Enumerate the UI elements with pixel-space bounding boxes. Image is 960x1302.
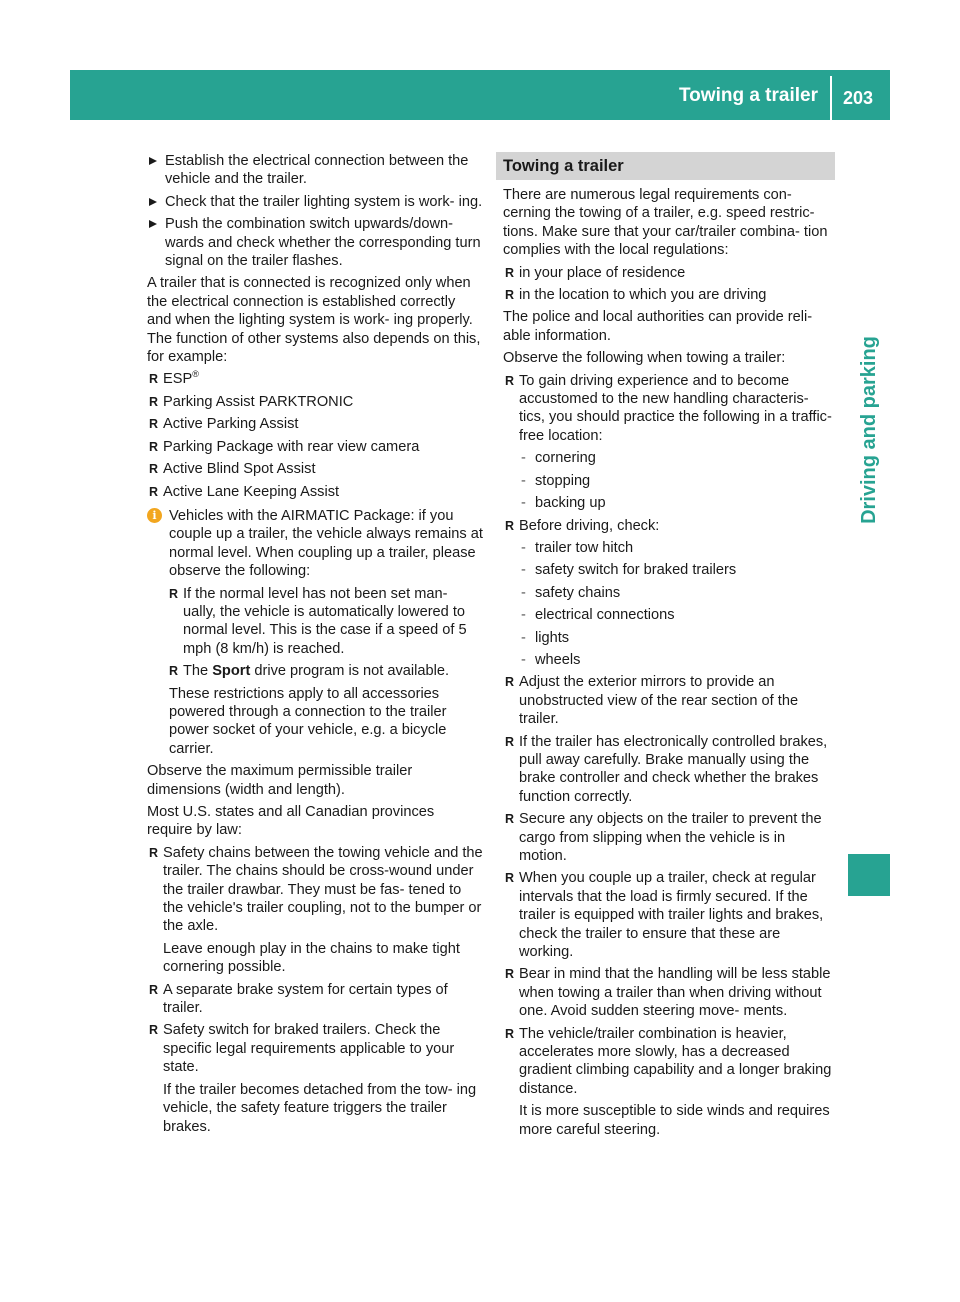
sub-list-item: - electrical connections bbox=[503, 606, 835, 624]
list-item: R Before driving, check: bbox=[503, 517, 835, 535]
registered-mark: ® bbox=[192, 369, 199, 380]
list-item: R A separate brake system for certain types of trailer. bbox=[147, 981, 483, 1018]
list-item: R Parking Package with rear view camera bbox=[147, 438, 483, 456]
list-item: R Safety switch for braked trailers. Check the specific legal requirements applicable to your state. bbox=[147, 1021, 483, 1076]
list-item-note: Leave enough play in the chains to make tight cornering possible. bbox=[163, 940, 460, 976]
info-list-item: R If the normal level has not been set man- ually, the vehicle is automatically lowered to normal level. This is the case if a speed of 5 mph (8 km/h) is reached. bbox=[169, 585, 483, 659]
page-number: 203 bbox=[843, 88, 874, 108]
instruction-step: Establish the electrical connection between the vehicle and the trailer. bbox=[147, 152, 483, 189]
list-item: R Active Parking Assist bbox=[147, 415, 483, 433]
list-item: R Secure any objects on the trailer to prevent the cargo from slipping when the vehicle is in motion. bbox=[503, 810, 835, 865]
sub-list-item: - lights bbox=[503, 629, 835, 647]
info-text: These restrictions apply to all accessories powered through a connection to the trailer power socket of your vehicle, e.g. a bicycle carrier. bbox=[169, 685, 447, 757]
info-icon: i bbox=[147, 508, 162, 523]
text-fragment: drive program is not available. bbox=[250, 663, 450, 680]
sub-list-item: - safety switch for braked trailers bbox=[503, 561, 835, 579]
list-item: R Active Blind Spot Assist bbox=[147, 460, 483, 478]
list-item: R in your place of residence bbox=[503, 264, 835, 282]
header-divider bbox=[830, 76, 832, 120]
sub-list-item: - stopping bbox=[503, 472, 835, 490]
sub-list-item: - trailer tow hitch bbox=[503, 539, 835, 557]
section-title: Towing a trailer bbox=[496, 152, 835, 180]
esp-label: ESP bbox=[163, 371, 193, 388]
paragraph: Most U.S. states and all Canadian provinces require by law: bbox=[147, 804, 435, 839]
list-item bbox=[147, 370, 483, 388]
page-header bbox=[70, 70, 890, 120]
sub-list-item: - backing up bbox=[503, 494, 835, 512]
left-column bbox=[147, 152, 483, 1140]
list-item: R in the location to which you are driving bbox=[503, 286, 835, 304]
text-fragment: The bbox=[183, 663, 213, 680]
sport-label: Sport bbox=[212, 663, 251, 680]
header-title: Towing a trailer bbox=[678, 85, 818, 106]
list-item: R Safety chains between the towing vehicle and the trailer. The chains should be cross-wound under the trailer drawbar. They must be fas- tened to the vehicle's trailer coupling, not to the bumper or the axle. bbox=[147, 844, 483, 936]
chapter-marker bbox=[848, 854, 890, 896]
list-item: R If the trailer has electronically controlled brakes, pull away carefully. Brake manually using the brake controller and check whether the brakes function correctly. bbox=[503, 733, 835, 807]
list-item: R Parking Assist PARKTRONIC bbox=[147, 393, 483, 411]
chapter-label: Driving and parking bbox=[858, 336, 880, 524]
list-item: R To gain driving experience and to become accustomed to the new handling characteris- tics, you should practice the following in a traffic-free location: bbox=[503, 372, 835, 446]
list-item: R When you couple up a trailer, check at regular intervals that the load is firmly secured. If the trailer is equipped with trailer lights and brakes, check the trailer to ensure that these are working. bbox=[503, 869, 835, 961]
paragraph: Observe the following when towing a trailer: bbox=[503, 350, 786, 367]
list-item: R Adjust the exterior mirrors to provide an unobstructed view of the rear section of the trailer. bbox=[503, 673, 835, 728]
instruction-step: Push the combination switch upwards/down- wards and check whether the corresponding turn signal on the trailer flashes. bbox=[147, 215, 483, 270]
sub-list-item: - wheels bbox=[503, 651, 835, 669]
side-chapter-tab bbox=[848, 130, 890, 730]
paragraph: A trailer that is connected is recognized only when the electrical connection is established correctly and when the lighting system is work- ing properly. The function of other systems also depends on this, for example: bbox=[147, 275, 481, 366]
info-list-item bbox=[169, 662, 483, 680]
info-note bbox=[147, 507, 483, 758]
list-item: R Active Lane Keeping Assist bbox=[147, 483, 483, 501]
list-item: R Bear in mind that the handling will be less stable when towing a trailer than when driving without one. Avoid sudden steering move- ments. bbox=[503, 965, 835, 1020]
list-item: R The vehicle/trailer combination is heavier, accelerates more slowly, has a decreased gradient climbing capability and a longer braking distance. bbox=[503, 1025, 835, 1099]
paragraph: Observe the maximum permissible trailer dimensions (width and length). bbox=[147, 763, 413, 798]
right-column bbox=[503, 152, 835, 1143]
sub-list-item: - safety chains bbox=[503, 584, 835, 602]
paragraph: There are numerous legal requirements con- cerning the towing of a trailer, e.g. speed restric- tions. Make sure that your car/trailer combina- tion complies with the local regulations: bbox=[503, 187, 828, 259]
paragraph: The police and local authorities can provide reli- able information. bbox=[503, 309, 813, 344]
info-text: Vehicles with the AIRMATIC Package: if you couple up a trailer, the vehicle always remains at normal level. When coupling up a trailer, please observe the following: bbox=[169, 507, 483, 580]
list-item-note: It is more susceptible to side winds and requires more careful steering. bbox=[519, 1103, 830, 1138]
list-item-note: If the trailer becomes detached from the tow- ing vehicle, the safety feature triggers the trailer brakes. bbox=[163, 1081, 477, 1135]
sub-list-item: - cornering bbox=[503, 449, 835, 467]
instruction-step: Check that the trailer lighting system is work- ing. bbox=[147, 193, 483, 211]
